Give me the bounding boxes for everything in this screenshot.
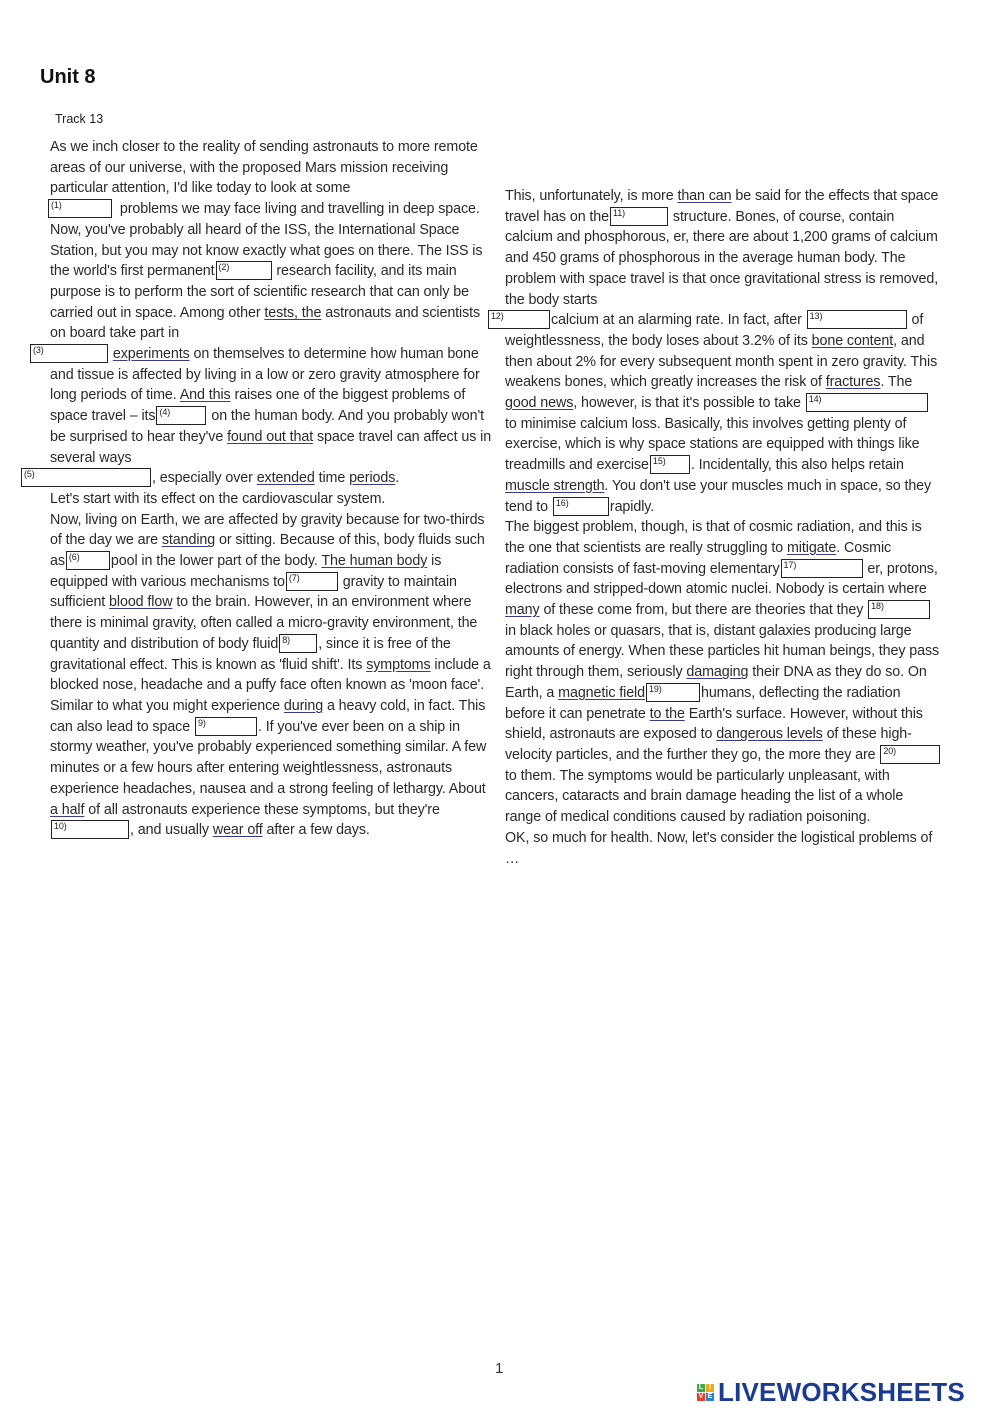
gap-2[interactable]: (2) xyxy=(216,261,272,280)
paragraph: Now, living on Earth, we are affected by gravity because for two-thirds of the day we are standing or sitting. Because of this, body fluids such as (6) pool in the lower part of the body. The human body is equipped with various mechanisms to (7) gravity to maintain sufficient blood flow to the brain. However, in an environment where there is minimal gravity, often called a micro-gravity environment, the quantity and distribution of body fluid 8) , since it is free of the gravitational effect. This is known as 'fluid shift'. Its symptoms include a blocked nose, headache and a puffy face often known as 'moon face'. Similar to what you might experience during a heavy cold, in fact. This can also lead to space 9) . If you've ever been on a ship in stormy weather, you've probably experienced something similar. A few minutes or a few hours after entering weightlessness, astronauts experience headaches, nausea and a strong feeling of lethargy. About a half of all astronauts experience these symptoms, but they're 10) , and usually wear off after a few days. xyxy=(50,511,491,839)
gap-14[interactable]: 14) xyxy=(806,393,928,412)
paragraph: This, unfortunately, is more than can be said for the effects that space travel has on the 11) structure. Bones, of course, contain calcium and phosphorous, er, there are about 1,200 grams of calcium and 450 grams of phosphorous in the average human body. The problem with space travel is that once gravitational stress is removed, the body starts 12) calcium at an alarming rate. In fact, after 13) of weightlessness, the body loses about 3.2% of its bone content, and then about 2% for every subsequent month spent in zero gravity. This weakens bones, which greatly increases the risk of fractures. The good news, however, is that it's possible to take 14) to minimise calcium loss. Basically, this involves getting plenty of exercise, which is why space stations are equipped with things like treadmills and exercise 15) . Incidentally, this also helps retain muscle strength. You don't use your muscles much in space, so they tend to 16) rapidly. xyxy=(505,186,943,517)
paragraph: Let's start with its effect on the cardiovascular system. xyxy=(50,490,386,507)
gap-8[interactable]: 8) xyxy=(279,634,317,653)
gap-19[interactable]: 19) xyxy=(646,683,700,702)
liveworksheets-logo-icon: L I V E xyxy=(698,1384,713,1400)
gap-9[interactable]: 9) xyxy=(195,717,257,736)
gap-20[interactable]: 20) xyxy=(880,745,940,764)
gap-11[interactable]: 11) xyxy=(610,207,668,226)
gap-12[interactable]: 12) xyxy=(488,310,550,329)
paragraph: OK, so much for health. Now, let's consider the logistical problems of … xyxy=(505,829,933,867)
gap-7[interactable]: (7) xyxy=(286,572,338,591)
gap-5[interactable]: (5) xyxy=(21,468,151,487)
gap-18[interactable]: 18) xyxy=(868,600,930,619)
gap-15[interactable]: 15) xyxy=(650,455,690,474)
gap-16[interactable]: 16) xyxy=(553,497,609,516)
left-column xyxy=(24,137,492,841)
gap-10[interactable]: 10) xyxy=(51,820,129,839)
page-number: 1 xyxy=(495,1360,504,1377)
paragraph: As we inch closer to the reality of sending astronauts to more remote areas of our universe, with the proposed Mars mission receiving particular attention, I'd like today to look at some (1) problems we may face living and travelling in deep space. xyxy=(50,139,480,218)
gap-1[interactable]: (1) xyxy=(48,199,112,218)
paragraph: The biggest problem, though, is that of cosmic radiation, and this is the one that scientists are really struggling to mitigate. Cosmic radiation consists of fast-moving elementary 17) er, protons, electrons and stripped-down atomic nuclei. Nobody is certain where many of these come from, but there are theories that they 18) in black holes or quasars, that is, distant galaxies producing large amounts of energy. When these particles hit human beings, they pass right through them, seriously damaging their DNA as they do so. On Earth, a magnetic field 19) humans, deflecting the radiation before it can penetrate to the Earth's surface. However, without this shield, astronauts are exposed to dangerous levels of these high-velocity particles, and the further they go, the more they are 20) to them. The symptoms would be particularly unpleasant, with cancers, cataracts and brain damage heading the list of a whole range of medical conditions caused by radiation poisoning. xyxy=(505,519,940,826)
right-column xyxy=(491,186,943,869)
liveworksheets-logo[interactable] xyxy=(697,1377,965,1408)
paragraph: Now, you've probably all heard of the ISS, the International Space Station, but you may not know exactly what goes on there. The ISS is the world's first permanent (2) research facility, and its main purpose is to perform the sort of scientific research that can only be carried out in space. Among other tests, the astronauts and scientists on board take part in (3) experiments on themselves to determine how human bone and tissue is affected by living in a low or zero gravity atmosphere for long periods of time. And this raises one of the biggest problems of space travel – its (4) on the human body. And you probably won't be surprised to hear they've found out that space travel can affect us in several ways (5) , especially over extended time periods. xyxy=(50,220,492,489)
gap-13[interactable]: 13) xyxy=(807,310,907,329)
gap-4[interactable]: (4) xyxy=(156,406,206,425)
track-label: Track 13 xyxy=(55,112,104,126)
gap-3[interactable]: (3) xyxy=(30,344,108,363)
brand-name: LIVEWORKSHEETS xyxy=(718,1377,965,1407)
gap-17[interactable]: 17) xyxy=(781,559,863,578)
gap-6[interactable]: (6) xyxy=(66,551,110,570)
unit-title: Unit 8 xyxy=(40,66,96,88)
